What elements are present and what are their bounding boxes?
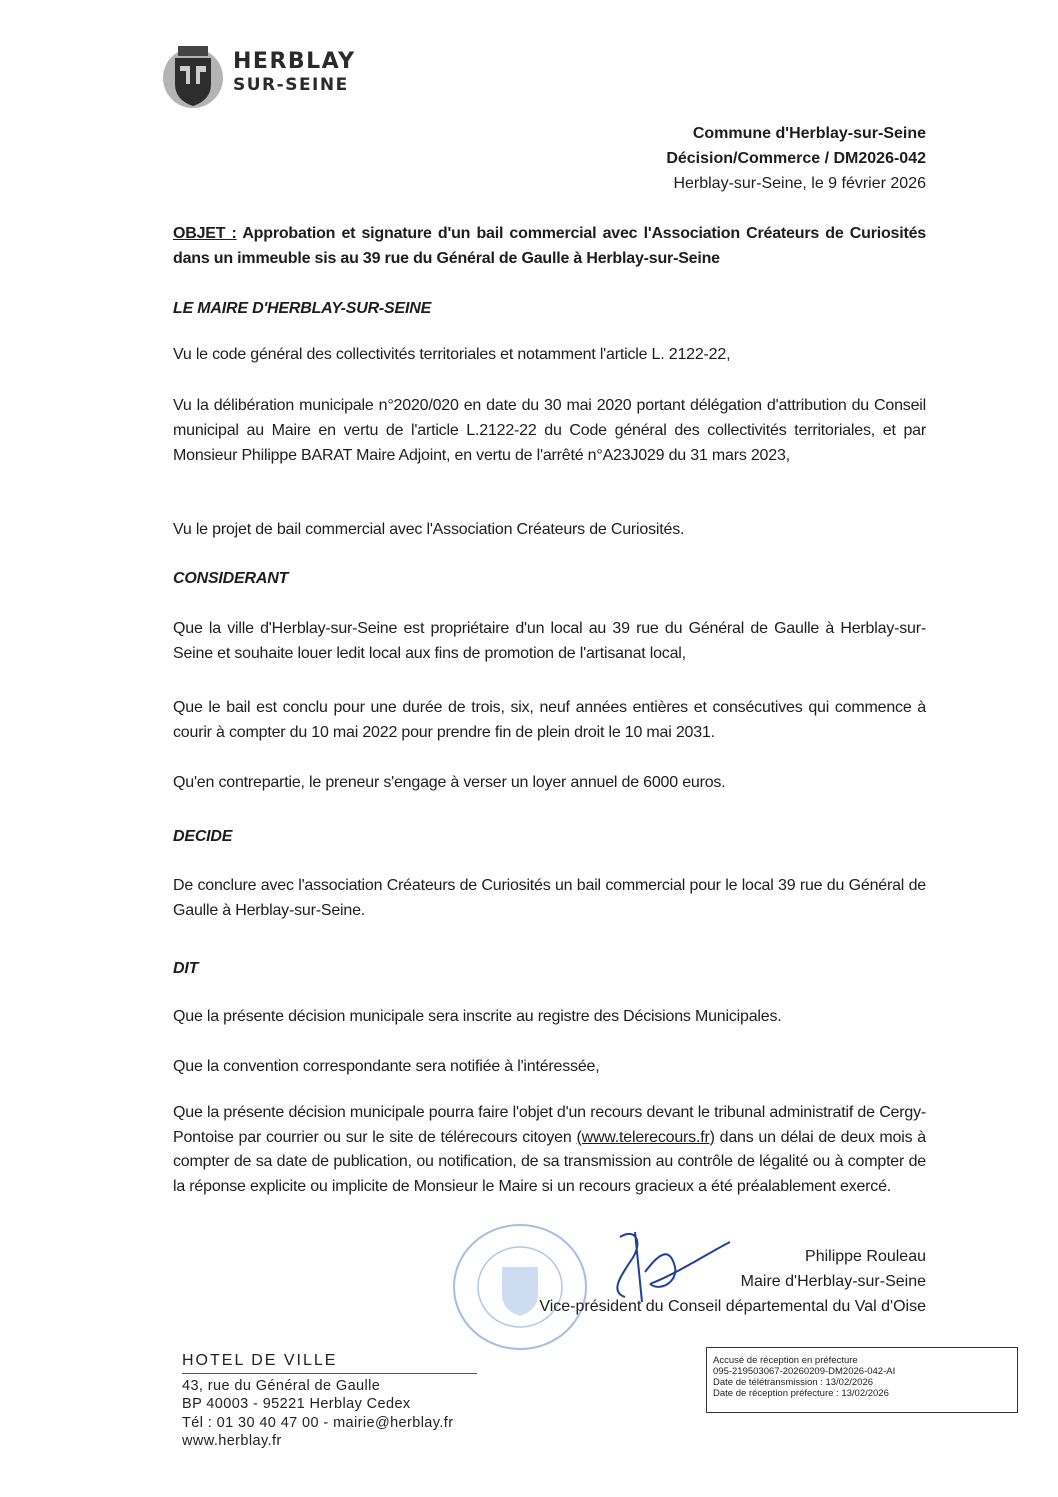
decision-reference: Décision/Commerce / DM2026-042	[666, 150, 926, 167]
receipt-transmission-date: Date de télétransmission : 13/02/2026	[713, 1377, 874, 1388]
logo-line-1: HERBLAY	[233, 49, 356, 74]
considerant-3: Qu'en contrepartie, le preneur s'engage à verser un loyer annuel de 6000 euros.	[173, 774, 726, 791]
dit-1: Que la présente décision municipale sera inscrite au registre des Décisions Municipales.	[173, 1008, 782, 1025]
objet-label: OBJET :	[173, 225, 237, 242]
decide-text: De conclure avec l'association Créateurs de Curiosités un bail commercial pour le local 39 rue du Général de Gaulle à Herblay-sur-Seine.	[173, 877, 926, 919]
footer-website: www.herblay.fr	[182, 1433, 282, 1449]
vu-3: Vu le projet de bail commercial avec l'Association Créateurs de Curiosités.	[173, 521, 685, 538]
signatory-name: Philippe Rouleau	[805, 1248, 926, 1265]
commune-name: Commune d'Herblay-sur-Seine	[692, 125, 926, 142]
signatory-title-2: Vice-président du Conseil départemental du Val d'Oise	[539, 1298, 926, 1315]
footer-heading: HOTEL DE VILLE	[182, 1352, 477, 1374]
prefecture-receipt-box	[706, 1347, 1018, 1413]
dit-2: Que la convention correspondante sera notifiée à l'intéressée,	[173, 1058, 600, 1075]
objet	[173, 221, 926, 271]
signature-block	[539, 1244, 926, 1319]
telerecours-link[interactable]: (www.telerecours.fr)	[576, 1128, 715, 1146]
considerant-heading: CONSIDERANT	[173, 570, 289, 587]
footer-street: 43, rue du Général de Gaulle	[182, 1377, 381, 1394]
considerant-1: Que la ville d'Herblay-sur-Seine est propriétaire d'un local au 39 rue du Général de Gaulle à Herblay-sur-Seine et souhaite louer ledit local aux fins de promotion de l'artisanat local,	[173, 620, 926, 662]
logo-line-2: SUR-SEINE	[233, 75, 349, 95]
considerant-2: Que le bail est conclu pour une durée de trois, six, neuf années entières et consécutives qui commence à courir à compter du 10 mai 2022 pour prendre fin de plein droit le 10 mai 2031.	[173, 699, 926, 741]
dit-recours	[173, 1101, 926, 1199]
decide-heading: DECIDE	[173, 828, 233, 845]
vu-2: Vu la délibération municipale n°2020/020 en date du 30 mai 2020 portant délégation d'attribution du Conseil municipal au Maire en vertu de l'article L.2122-22 du Code général des collectivités territoriales, et par Monsieur Philippe BARAT Maire Adjoint, en vertu de l'arrêté n°A23J029 du 31 mars 2023,	[173, 397, 926, 464]
footer-postal: BP 40003 - 95221 Herblay Cedex	[182, 1396, 411, 1412]
recours-text-end: dans un délai de deux mois à compter de sa date de publication, ou notification, de sa transmission au contrôle de légalité ou à compter de la réponse explicite ou implicite de Monsieur le Maire si un recours gracieux a été préalablement exercé.	[173, 1128, 926, 1195]
receipt-id: 095-219503067-20260209-DM2026-042-AI	[713, 1366, 896, 1377]
maire-heading: LE MAIRE D'HERBLAY-SUR-SEINE	[173, 300, 432, 317]
objet-text: Approbation et signature d'un bail commercial avec l'Association Créateurs de Curiosités dans un immeuble sis au 39 rue du Général de Gaulle à Herblay-sur-Seine	[173, 225, 927, 267]
place-date: Herblay-sur-Seine, le 9 février 2026	[673, 175, 926, 192]
signatory-title-1: Maire d'Herblay-sur-Seine	[740, 1273, 926, 1290]
receipt-reception-date: Date de réception préfecture : 13/02/2026	[713, 1388, 889, 1399]
footer-address	[182, 1352, 477, 1451]
city-coat-of-arms-logo	[158, 40, 228, 110]
dit-heading: DIT	[173, 960, 199, 977]
logo-text	[233, 50, 356, 96]
footer-contact: Tél : 01 30 40 47 00 - mairie@herblay.fr	[182, 1414, 454, 1431]
recours-text: Que la présente décision municipale pourra faire l'objet d'un recours devant le tribunal administratif de Cergy-Pontoise par courrier ou sur le site de télérecours citoyen	[173, 1104, 926, 1146]
vu-1: Vu le code général des collectivités territoriales et notamment l'article L. 2122-22,	[173, 346, 731, 363]
document-header	[666, 121, 926, 196]
receipt-title: Accusé de réception en préfecture	[713, 1355, 858, 1366]
